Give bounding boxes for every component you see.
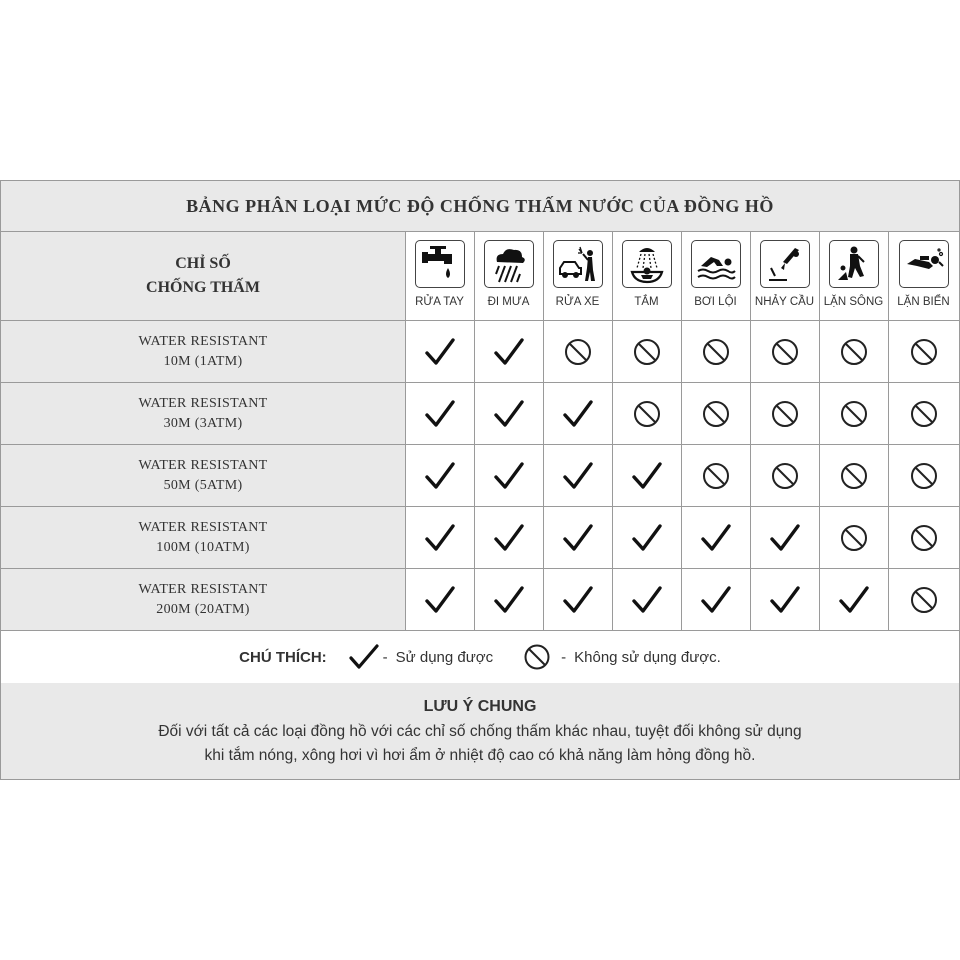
table-grid bbox=[1, 232, 959, 630]
rating-column-header bbox=[1, 232, 405, 321]
check-icon bbox=[612, 507, 681, 568]
car-wash-icon bbox=[553, 240, 603, 288]
check-icon bbox=[543, 445, 612, 506]
prohibited-icon bbox=[819, 383, 888, 444]
prohibited-icon bbox=[681, 383, 750, 444]
faucet-icon bbox=[415, 240, 465, 288]
prohibited-icon bbox=[888, 445, 959, 506]
rating-label-line2: 200M (20ATM) bbox=[156, 601, 250, 617]
prohibited-icon bbox=[681, 445, 750, 506]
prohibited-icon bbox=[888, 569, 959, 630]
legend-check-icon bbox=[349, 644, 379, 670]
prohibited-icon bbox=[543, 321, 612, 382]
legend-label: CHÚ THÍCH: bbox=[239, 648, 327, 666]
check-icon bbox=[612, 569, 681, 630]
rating-label-line1: WATER RESISTANT bbox=[138, 457, 268, 473]
legend-dash-ok: - bbox=[382, 648, 388, 666]
scuba-diver-icon bbox=[899, 240, 949, 288]
check-icon bbox=[405, 383, 474, 444]
activity-header bbox=[474, 232, 543, 320]
check-icon bbox=[474, 569, 543, 630]
rain-cloud-icon bbox=[484, 240, 534, 288]
check-icon bbox=[405, 569, 474, 630]
swimmer-icon bbox=[691, 240, 741, 288]
prohibited-icon bbox=[750, 383, 819, 444]
activity-header bbox=[819, 232, 888, 320]
prohibited-icon bbox=[750, 445, 819, 506]
check-icon bbox=[474, 383, 543, 444]
note-heading: LƯU Ý CHUNG bbox=[423, 698, 537, 715]
rating-label bbox=[1, 321, 405, 383]
check-icon bbox=[681, 569, 750, 630]
rating-label-line1: WATER RESISTANT bbox=[138, 333, 268, 349]
prohibited-icon bbox=[888, 507, 959, 568]
prohibited-icon bbox=[612, 383, 681, 444]
rating-label bbox=[1, 445, 405, 507]
rating-label-line1: WATER RESISTANT bbox=[138, 519, 268, 535]
activity-label: ĐI MƯA bbox=[487, 296, 530, 308]
activity-header bbox=[681, 232, 750, 320]
rating-label bbox=[1, 569, 405, 631]
legend-no-text: Không sử dụng được. bbox=[574, 648, 721, 666]
prohibited-icon bbox=[819, 507, 888, 568]
check-icon bbox=[474, 507, 543, 568]
check-icon bbox=[750, 507, 819, 568]
check-icon bbox=[405, 445, 474, 506]
table-title: BẢNG PHÂN LOẠI MỨC ĐỘ CHỐNG THẤM NƯỚC CỦA ĐỒNG HỒ bbox=[1, 181, 959, 232]
activity-label: RỬA XE bbox=[555, 296, 600, 308]
rating-label bbox=[1, 507, 405, 569]
legend-ok-text: Sử dụng được bbox=[395, 648, 494, 666]
prohibited-icon bbox=[888, 383, 959, 444]
check-icon bbox=[819, 569, 888, 630]
note-line-2: khi tắm nóng, xông hơi vì hơi ẩm ở nhiệt độ cao có khả năng làm hỏng đồng hồ. bbox=[204, 747, 756, 764]
river-diver-icon bbox=[829, 240, 879, 288]
activity-header bbox=[750, 232, 819, 320]
activity-label: BƠI LỘI bbox=[694, 296, 737, 308]
prohibited-icon bbox=[888, 321, 959, 382]
rating-label bbox=[1, 383, 405, 445]
note-line-1: Đối với tất cả các loại đồng hồ với các chỉ số chống thấm khác nhau, tuyệt đối không sử dụng bbox=[158, 723, 802, 740]
activity-header bbox=[405, 232, 474, 320]
activity-label: RỬA TAY bbox=[415, 296, 464, 308]
rating-label-line2: 30M (3ATM) bbox=[163, 415, 243, 431]
water-resistance-table bbox=[0, 180, 960, 780]
legend-dash-no: - bbox=[561, 648, 567, 666]
diver-jump-icon bbox=[760, 240, 810, 288]
rating-label-line2: 100M (10ATM) bbox=[156, 539, 250, 555]
rating-label-line1: WATER RESISTANT bbox=[138, 581, 268, 597]
rating-header-line2: CHỐNG THẤM bbox=[146, 279, 260, 296]
check-icon bbox=[750, 569, 819, 630]
activity-label: NHẢY CẦU bbox=[754, 296, 815, 308]
activity-header bbox=[543, 232, 612, 320]
check-icon bbox=[681, 507, 750, 568]
check-icon bbox=[543, 569, 612, 630]
activity-label: TẮM bbox=[634, 296, 659, 308]
check-icon bbox=[543, 383, 612, 444]
legend bbox=[1, 630, 959, 684]
check-icon bbox=[405, 321, 474, 382]
prohibited-icon bbox=[750, 321, 819, 382]
check-icon bbox=[405, 507, 474, 568]
prohibited-icon bbox=[819, 445, 888, 506]
activity-label: LẶN BIỂN bbox=[897, 296, 950, 308]
legend-prohibited-icon bbox=[523, 643, 551, 671]
rating-label-line1: WATER RESISTANT bbox=[138, 395, 268, 411]
rating-label-line2: 10M (1ATM) bbox=[163, 353, 243, 369]
shower-icon bbox=[622, 240, 672, 288]
check-icon bbox=[474, 445, 543, 506]
prohibited-icon bbox=[819, 321, 888, 382]
rating-column bbox=[1, 232, 405, 630]
activity-label: LẶN SÔNG bbox=[823, 296, 884, 308]
prohibited-icon bbox=[681, 321, 750, 382]
rating-header-line1: CHỈ SỐ bbox=[175, 255, 231, 272]
activity-header bbox=[888, 232, 959, 320]
check-icon bbox=[612, 445, 681, 506]
rating-label-line2: 50M (5ATM) bbox=[163, 477, 243, 493]
activity-header bbox=[612, 232, 681, 320]
general-note bbox=[1, 683, 959, 779]
prohibited-icon bbox=[612, 321, 681, 382]
check-icon bbox=[474, 321, 543, 382]
check-icon bbox=[543, 507, 612, 568]
